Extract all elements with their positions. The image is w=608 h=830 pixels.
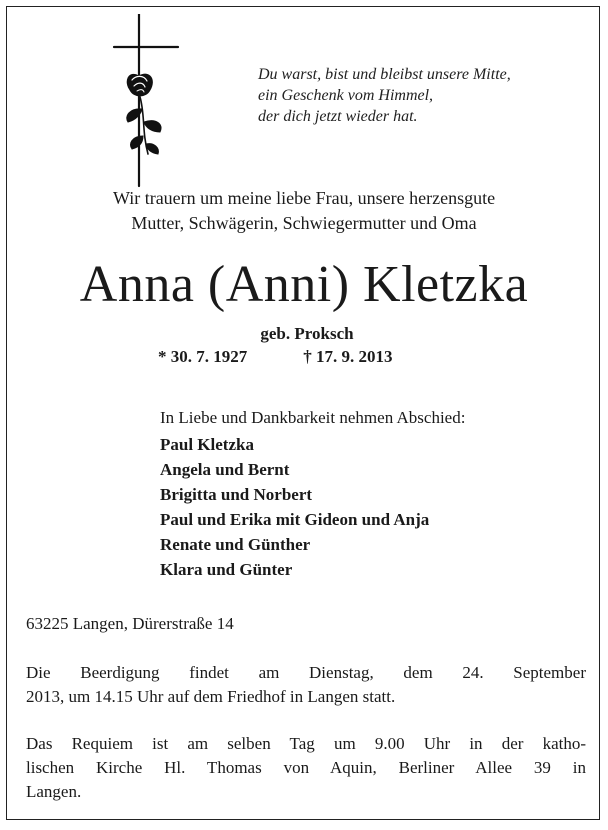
birth-date: * 30. 7. 1927 [158,347,248,366]
mourners-lead: In Liebe und Dankbarkeit nehmen Abschied: [160,408,466,427]
intro-line: Wir trauern um meine liebe Frau, unsere herzensgute [112,188,496,208]
poem-line: ein Geschenk vom Himmel, [258,87,434,104]
mourner-name: Brigitta und Norbert [160,485,313,504]
mourner-name: Renate und Günther [160,535,311,554]
funeral-line: Die Beerdigung findet am Dienstag, dem 24. September [26,663,586,682]
intro-line: Mutter, Schwägerin, Schwiegermutter und Oma [131,213,477,233]
poem-line: Du warst, bist und bleibst unsere Mitte, [258,66,511,83]
funeral-info [26,661,586,709]
mourners-list [160,406,465,582]
requiem-line: Das Requiem ist am selben Tag um 9.00 Uhr in der katho- [26,734,586,753]
family-address: 63225 Langen, Dürerstraße 14 [26,614,234,633]
requiem-line: Langen. [26,782,82,801]
birth-name: geb. Proksch [260,324,354,343]
deceased-name: Anna (Anni) Kletzka [79,256,529,313]
requiem-line: lischen Kirche Hl. Thomas von Aquin, Berliner Allee 39 in [26,758,586,777]
requiem-info [26,732,586,804]
mourner-name: Angela und Bernt [160,460,290,479]
poem-line: der dich jetzt wieder hat. [258,108,418,125]
cross-with-rose-icon [112,14,182,189]
life-dates [158,346,393,368]
mourner-name: Paul Kletzka [160,435,254,454]
mourner-name: Paul und Erika mit Gideon und Anja [160,510,430,529]
funeral-line: 2013, um 14.15 Uhr auf dem Friedhof in Langen statt. [26,687,396,706]
death-date: † 17. 9. 2013 [303,347,393,366]
mourner-name: Klara und Günter [160,560,293,579]
mourning-intro [0,186,608,236]
memorial-poem [258,64,588,127]
